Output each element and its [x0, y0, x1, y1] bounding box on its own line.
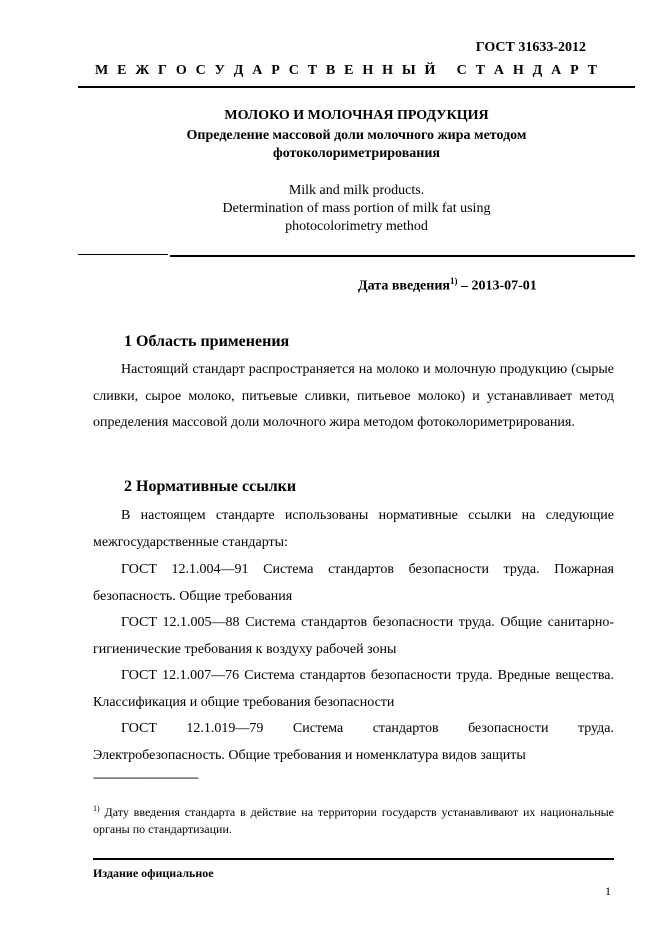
intro-date — [358, 276, 537, 295]
standard-type-letter: С — [456, 63, 467, 78]
footnote-text: Дату введения стандарта в действие на территории государств устанавливают их национальные органы по стандартизации. — [93, 805, 614, 836]
intro-date-footnote-mark: 1) — [449, 276, 458, 286]
reference-item: ГОСТ 12.1.005—88 Система стандартов безопасности труда. Общие санитарно-гигиенические требования к воздуху рабочей зоны — [93, 615, 614, 657]
standard-type — [95, 63, 597, 79]
reference-item: ГОСТ 12.1.004—91 Система стандартов безопасности труда. Пожарная безопасность. Общие требования — [93, 562, 614, 604]
standard-type-letter: С — [195, 63, 206, 78]
standard-type-letter: Е — [117, 63, 127, 78]
standard-type-letter: Г — [158, 63, 167, 78]
title-ru-sub-line2: фотоколориметрирования — [273, 146, 440, 161]
standard-type-letter: Д — [233, 63, 244, 78]
standard-type-letter: Т — [475, 63, 485, 78]
title-ru-sub-line1: Определение массовой доли молочного жира методом — [186, 128, 527, 143]
title-ru-main: МОЛОКО И МОЛОЧНАЯ ПРОДУКЦИЯ — [224, 108, 489, 123]
standard-type-letter: В — [325, 63, 336, 78]
title-ru-sub — [78, 127, 635, 163]
standard-type-letter: Т — [307, 63, 318, 78]
title-en — [78, 182, 635, 236]
footnote-separator: ----------------------------------- — [93, 770, 198, 784]
title-en-line2: Determination of mass portion of milk fat using — [222, 201, 491, 216]
title-en-line3: photocolorimetry method — [285, 219, 428, 234]
standard-type-letter: Ы — [401, 63, 416, 78]
standard-type-letter: Д — [532, 63, 543, 78]
standard-type-letter: Н — [382, 63, 394, 78]
standard-type-letter: Ж — [135, 63, 150, 78]
standard-type-letter: А — [252, 63, 263, 78]
intro-date-value: – 2013-07-01 — [457, 278, 537, 294]
gost-number: ГОСТ 31633-2012 — [475, 40, 586, 55]
standard-type-letter: У — [214, 63, 225, 78]
section1-heading: 1 Область применения — [124, 333, 290, 350]
standard-type-letter: Т — [587, 63, 597, 78]
footer-rule — [93, 858, 614, 860]
standard-type-letter: Р — [271, 63, 280, 78]
title-rule — [170, 255, 635, 257]
standard-type-letter: А — [551, 63, 562, 78]
standard-type-letter: С — [288, 63, 299, 78]
standard-type-letter: О — [175, 63, 187, 78]
title-rule-left — [78, 254, 168, 255]
reference-item: ГОСТ 12.1.007—76 Система стандартов безопасности труда. Вредные вещества. Классификация и общие требования безопасности — [93, 668, 614, 710]
intro-date-label: Дата введения — [358, 278, 450, 294]
section1-text: Настоящий стандарт распространяется на молоко и молочную продукцию (сырые сливки, сырое молоко, питьевые сливки, питьевое молоко) и устанавливает метод определения массовой доли молочного жира методом фотоколориметрирования. — [93, 362, 614, 430]
header-rule — [78, 86, 635, 88]
standard-type-letter: Н — [362, 63, 374, 78]
footnote-mark: 1) — [93, 804, 100, 813]
edition-label: Издание официальное — [93, 866, 214, 880]
reference-item: ГОСТ 12.1.019—79 Система стандартов безопасности труда. Электробезопасность. Общие требования и номенклатура видов защиты — [93, 721, 614, 763]
page-number: 1 — [605, 884, 611, 898]
standard-type-letter: Р — [570, 63, 579, 78]
section2-heading: 2 Нормативные ссылки — [124, 478, 297, 495]
footnote — [93, 800, 614, 838]
standard-type-letter — [444, 63, 448, 79]
standard-type-letter: Е — [344, 63, 354, 78]
standard-type-letter: Й — [424, 63, 436, 78]
section2-intro: В настоящем стандарте использованы нормативные ссылки на следующие межгосударственные стандарты: — [93, 508, 614, 550]
standard-type-letter: Н — [512, 63, 524, 78]
standard-type-letter: М — [95, 63, 109, 78]
title-en-line1: Milk and milk products. — [288, 183, 425, 198]
standard-type-letter: А — [493, 63, 504, 78]
